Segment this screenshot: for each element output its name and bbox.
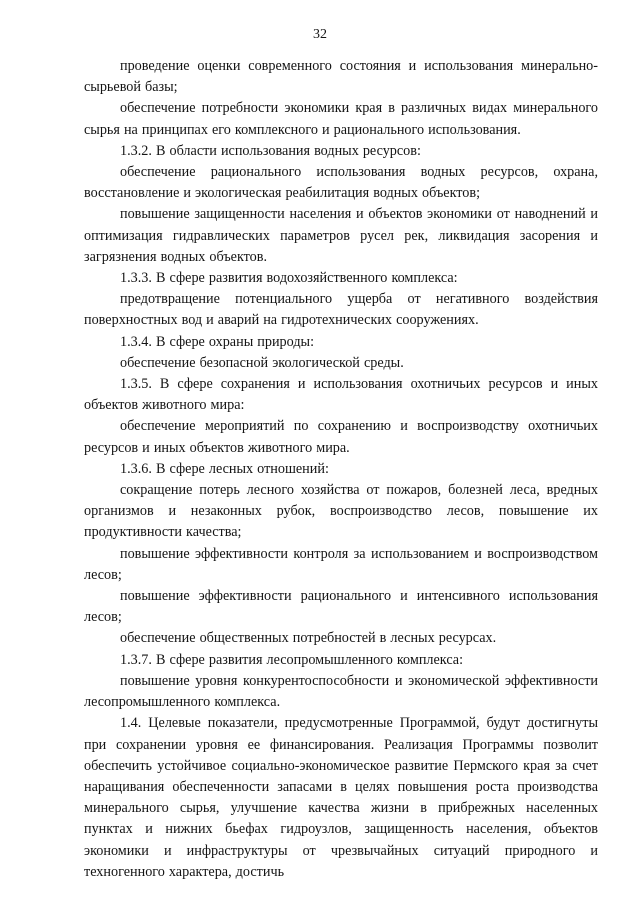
section-heading-1-3-4: 1.3.4. В сфере охраны природы: [120, 333, 315, 350]
page-number: 32 [313, 27, 327, 42]
paragraph-damage-prevention: предотвращение потенциального ущерба от негативного воздействия поверхностных вод и аварий на гидротехнических сооружениях. [84, 291, 598, 329]
paragraph-forest-losses: сокращение потерь лесного хозяйства от пожаров, болезней леса, вредных организмов и незаконных рубок, воспроизводство лесов, повышение их продуктивности качества; [84, 482, 598, 541]
section-heading-1-3-3: 1.3.3. В сфере развития водохозяйственного комплекса: [120, 270, 458, 287]
paragraph-ecology: обеспечение безопасной экологической среды. [120, 354, 404, 371]
section-heading-1-3-2: 1.3.2. В области использования водных ресурсов: [120, 142, 421, 159]
paragraph-water-use: обеспечение рационального использования водных ресурсов, охрана, восстановление и экологическая реабилитация водных объектов; [84, 164, 598, 202]
paragraph-forest-use: повышение эффективности рационального и интенсивного использования лесов; [84, 588, 598, 626]
body-text [84, 56, 598, 883]
paragraph-timber-industry: повышение уровня конкурентоспособности и экономической эффективности лесопромышленного комплекса. [84, 672, 598, 711]
section-heading-1-3-6: 1.3.6. В сфере лесных отношений: [120, 460, 329, 477]
paragraph-mineral-assessment: проведение оценки современного состояния и использования минерально-сырьевой базы; [84, 58, 598, 96]
paragraph-hunting-resources: обеспечение мероприятий по сохранению и воспроизводству охотничьих ресурсов и иных объектов животного мира. [84, 418, 598, 456]
section-heading-1-3-5: 1.3.5. В сфере сохранения и использования охотничьих ресурсов и иных объектов животного мира: [84, 376, 598, 414]
paragraph-flood-protection: повышение защищенности населения и объектов экономики от наводнений и оптимизация гидравлических параметров русел рек, ликвидация засорения и загрязнения водных объектов. [84, 206, 598, 265]
paragraph-mineral-supply: обеспечение потребности экономики края в различных видах минерального сырья на принципах его комплексного и рационального использования. [84, 100, 598, 138]
paragraph-forest-needs: обеспечение общественных потребностей в лесных ресурсах. [120, 630, 497, 647]
section-heading-1-3-7: 1.3.7. В сфере развития лесопромышленного комплекса: [120, 651, 464, 668]
paragraph-forest-control: повышение эффективности контроля за использованием и воспроизводством лесов; [84, 545, 598, 583]
paragraph-target-indicators: 1.4. Целевые показатели, предусмотренные Программой, будут достигнуты при сохранении уровня ее финансирования. Реализация Программы позволит обеспечить устойчивое социально-экономическое развитие Пермского края за счет наращивания обеспеченности запасами в целях повышения роста производства минерального сырья, улучшение качества жизни в прибрежных населенных пунктах и нижних бьефах гидроузлов, защищенность населения, объектов экономики и инфраструктуры от чрезвычайных ситуаций природного и техногенного характера, достичь [84, 715, 598, 880]
